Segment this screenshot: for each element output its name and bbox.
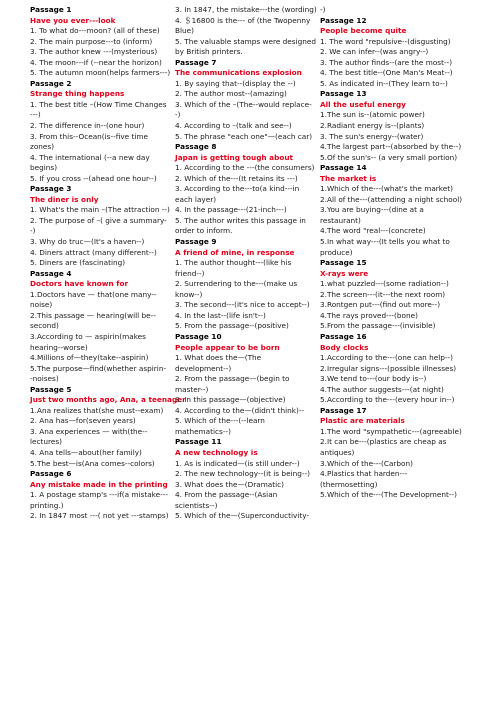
question-line: lectures) xyxy=(30,437,62,447)
question-line: 4. The best title--(One Man's Meat--) xyxy=(320,68,453,78)
question-line: 2. The purpose of –( give a summary- xyxy=(30,215,167,225)
passage-title: The diner is only xyxy=(30,194,99,204)
question-line: 4.The rays proved---(bone) xyxy=(320,310,418,320)
passage-title: Any mistake made in the printing xyxy=(30,479,168,489)
question-line: 3.According to — aspirin(makes xyxy=(30,331,146,341)
passage-heading: Passage 8 xyxy=(175,142,217,152)
question-line: 2. The main purpose---to (inform) xyxy=(30,36,153,46)
question-line: 2.Radiant energy is--(plants) xyxy=(320,121,425,131)
question-line: 3.We tend to---(our body is--) xyxy=(320,374,427,384)
question-line: 2.It can be---(plastics are cheap as xyxy=(320,437,447,447)
question-line: 4. In the last--(life isn't--) xyxy=(175,310,266,320)
question-line: 5. Which of the---(--learn xyxy=(175,416,265,426)
question-line: 3. Ana experiences — with(the-- xyxy=(30,426,148,436)
question-line: master--) xyxy=(175,384,209,394)
question-line: 1. What's the main –(The attraction --) xyxy=(30,205,170,215)
question-line: 2. The difference in--(one hour) xyxy=(30,121,145,131)
question-line: 5. The autumn moon(helps farmers---) xyxy=(30,68,171,78)
question-line: 5. As indicated in--(They learn to--) xyxy=(320,78,448,88)
passage-heading: Passage 1 xyxy=(30,5,72,14)
question-line: 4. From the passage--(Asian xyxy=(175,490,278,500)
question-line: (thermosetting) xyxy=(320,479,378,489)
question-line: scientists--) xyxy=(175,500,218,510)
question-line: 4. The moon---if (--near the horizon) xyxy=(30,57,162,67)
passage-heading: Passage 7 xyxy=(175,57,217,67)
question-line: 1. By saying that--(display the --) xyxy=(175,78,296,88)
question-line: 3.You are buying---(dine at a xyxy=(320,205,424,215)
question-line: 4. According to the—(didn't think)-- xyxy=(175,405,305,415)
question-line: 3. Why do truc—(It's a haven--) xyxy=(30,237,145,247)
question-line: 2. The author most--(amazing) xyxy=(175,89,287,99)
question-line: 3. In this passage—(objective) xyxy=(175,395,286,405)
question-line: 4.The largest part--(absorbed by the--) xyxy=(320,142,462,152)
question-line: 3. The second---(it's nice to accept--) xyxy=(175,300,310,310)
question-line: produce) xyxy=(320,247,353,257)
question-line: 5. The valuable stamps were designed xyxy=(175,36,316,46)
question-line: 1. The best title –(How Time Changes xyxy=(30,99,167,109)
passage-title: Plastic are materials xyxy=(320,416,405,426)
question-line: 2. In 1847 most ---( not yet ---stamps) xyxy=(30,511,169,521)
question-line: hearing--worse) xyxy=(30,342,88,352)
question-line: 1.Which of the---(what's the market) xyxy=(320,184,453,194)
question-line: 3. According to the---to(a kind---in xyxy=(175,184,300,194)
question-line: 1.Ana realizes that(she must--exam) xyxy=(30,405,164,415)
question-line: 2.The screen---(it---the next room) xyxy=(320,289,446,299)
passage-title: Just two months ago, Ana, a teenager xyxy=(30,395,186,405)
passage-title: Doctors have known for xyxy=(30,279,129,289)
question-line: 1.Doctors have — that(one many-- xyxy=(30,289,157,299)
passage-heading: Passage 4 xyxy=(30,268,72,278)
question-line: 2.All of the---(attending a night school) xyxy=(320,194,463,204)
passage-heading: Passage 6 xyxy=(30,469,72,479)
question-line: 4.The author suggests---(at night) xyxy=(320,384,444,394)
question-line: 1. The author thought---(like his xyxy=(175,258,292,268)
question-line: 1. A postage stamp's ---if(a mistake--- xyxy=(30,490,169,500)
passage-title: The market is xyxy=(320,173,377,183)
passage-title: Japan is getting tough about xyxy=(175,152,294,162)
question-line: 1.According to the---(one can help--) xyxy=(320,353,453,363)
question-line: 1. To what do---moon? (all of these) xyxy=(30,26,160,36)
question-line: restaurant) xyxy=(320,215,361,225)
question-line: noise) xyxy=(30,300,53,310)
question-line: -noises) xyxy=(30,374,59,384)
question-line: 4. The international (--a new day xyxy=(30,152,150,162)
question-line: by British printers. xyxy=(175,47,243,57)
question-line: 4. ＄16800 is the--- of (the Twopenny xyxy=(175,15,311,25)
question-line: 2. We can infer--(was angry--) xyxy=(320,47,429,57)
passage-title: Body clocks xyxy=(320,342,369,352)
passage-title: A friend of mine, in response xyxy=(175,247,295,257)
passage-heading: Passage 17 xyxy=(320,405,367,415)
question-line: 5. Diners are (fascinating) xyxy=(30,258,126,268)
question-line: 3. What does the—(Dramatic) xyxy=(175,479,285,489)
question-line: 5.The best—is(Ana comes--colors) xyxy=(30,458,155,468)
question-line: 3. The author knew ---(mysterious) xyxy=(30,47,158,57)
question-line: 2.Irregular signs---(possible illnesses) xyxy=(320,363,457,373)
question-line: 4. Ana tells—about(her family) xyxy=(30,447,142,457)
question-line: 5.According to the---(every hour in--) xyxy=(320,395,455,405)
question-line: 2. The new technology--(it is being--) xyxy=(175,469,310,479)
question-line: 2. From the passage—(begin to xyxy=(175,374,290,384)
passage-heading: Passage 3 xyxy=(30,184,72,194)
question-line: second) xyxy=(30,321,59,331)
question-line: Blue) xyxy=(175,26,194,36)
question-line: printing.) xyxy=(30,500,64,510)
passage-heading: Passage 2 xyxy=(30,78,72,88)
question-line: -) xyxy=(30,226,36,236)
question-line: 4. In the passage---(21-inch---) xyxy=(175,205,287,215)
question-line: 4. According to –(talk and see--) xyxy=(175,121,292,131)
passage-heading: Passage 11 xyxy=(175,437,222,447)
question-line: 3.Which of the---(Carbon) xyxy=(320,458,413,468)
question-line: 5. The phrase "each one"—(each car) xyxy=(175,131,313,141)
question-line: -) xyxy=(320,5,326,14)
passage-title: Have you ever---look xyxy=(30,15,116,25)
passage-title: Strange thing happens xyxy=(30,89,125,99)
question-line: 5.From the passage---(invisible) xyxy=(320,321,436,331)
question-line: 3. The sun's energy--(water) xyxy=(320,131,424,141)
question-line: 1.The sun is--(atomic power) xyxy=(320,110,425,120)
passage-heading: Passage 14 xyxy=(320,163,367,173)
passage-heading: Passage 9 xyxy=(175,237,217,247)
question-line: begins) xyxy=(30,163,58,173)
passage-heading: Passage 10 xyxy=(175,331,222,341)
question-line: 1. What does the—(The xyxy=(175,353,262,363)
question-line: 5. From the passage--(positive) xyxy=(175,321,289,331)
question-line: antiques) xyxy=(320,447,355,457)
passage-title: The communications explosion xyxy=(175,68,302,78)
question-line: 4.The word "real---(concrete) xyxy=(320,226,426,236)
passage-heading: Passage 12 xyxy=(320,15,367,25)
question-line: 5. If you cross --(ahead one hour--) xyxy=(30,173,157,183)
question-line: 4.Plastics that harden--- xyxy=(320,469,408,479)
question-line: -) xyxy=(175,110,181,120)
question-line: zones) xyxy=(30,142,55,152)
question-line: ---) xyxy=(30,110,41,120)
question-line: 4. Diners attract (many different--) xyxy=(30,247,157,257)
column-2 xyxy=(175,5,317,702)
question-line: 2. Surrendering to the---(make us xyxy=(175,279,298,289)
question-line: each layer) xyxy=(175,194,217,204)
question-line: know--) xyxy=(175,289,203,299)
question-line: 3. The author finds--(are the most--) xyxy=(320,57,453,67)
question-line: mathematics--) xyxy=(175,426,231,436)
question-line: 1. According to the ---(the consumers) xyxy=(175,163,315,173)
question-line: 5.In what way---(It tells you what to xyxy=(320,237,450,247)
question-line: 1. As is indicated—(is still under--) xyxy=(175,458,300,468)
passage-heading: Passage 13 xyxy=(320,89,367,99)
question-line: 2. Ana has—for(seven years) xyxy=(30,416,136,426)
passage-heading: Passage 5 xyxy=(30,384,72,394)
passage-title: A new technology is xyxy=(175,447,258,457)
question-line: 3.Rontgen put---(find out more--) xyxy=(320,300,441,310)
question-line: 5.Of the sun's-- (a very small portion) xyxy=(320,152,458,162)
question-line: 3. From this--Ocean(is--five time xyxy=(30,131,148,141)
question-line: friend--) xyxy=(175,268,205,278)
passage-heading: Passage 16 xyxy=(320,331,367,341)
question-line: 3. In 1847, the mistake---the (wording) xyxy=(175,5,317,14)
question-line: 2. Which of the---(It retains its ---) xyxy=(175,173,298,183)
question-line: 4.Millions of—they(take--aspirin) xyxy=(30,353,149,363)
question-line: development--) xyxy=(175,363,232,373)
question-line: 1. The word "repulsive--(disgusting) xyxy=(320,36,451,46)
question-line: 2.This passage — hearing(will be-- xyxy=(30,310,156,320)
question-line: 1.what puzzled---(some radiation--) xyxy=(320,279,449,289)
passage-title: People become quite xyxy=(320,26,407,36)
passage-title: All the useful energy xyxy=(320,99,406,109)
passage-title: X-rays were xyxy=(320,268,369,278)
passage-heading: Passage 15 xyxy=(320,258,367,268)
question-line: 3. Which of the –(The--would replace- xyxy=(175,99,312,109)
question-line: 5. The author writes this passage in xyxy=(175,215,306,225)
question-line: 5. Which of the—(Superconductivity- xyxy=(175,511,310,521)
question-line: 5.The purpose—find(whether aspirin- xyxy=(30,363,167,373)
question-line: order to inform. xyxy=(175,226,233,236)
question-line: 5.Which of the---(The Development--) xyxy=(320,490,457,500)
passage-title: People appear to be born xyxy=(175,342,280,352)
question-line: 1.The word "sympathetic---(agreeable) xyxy=(320,426,462,436)
column-3 xyxy=(320,5,463,702)
